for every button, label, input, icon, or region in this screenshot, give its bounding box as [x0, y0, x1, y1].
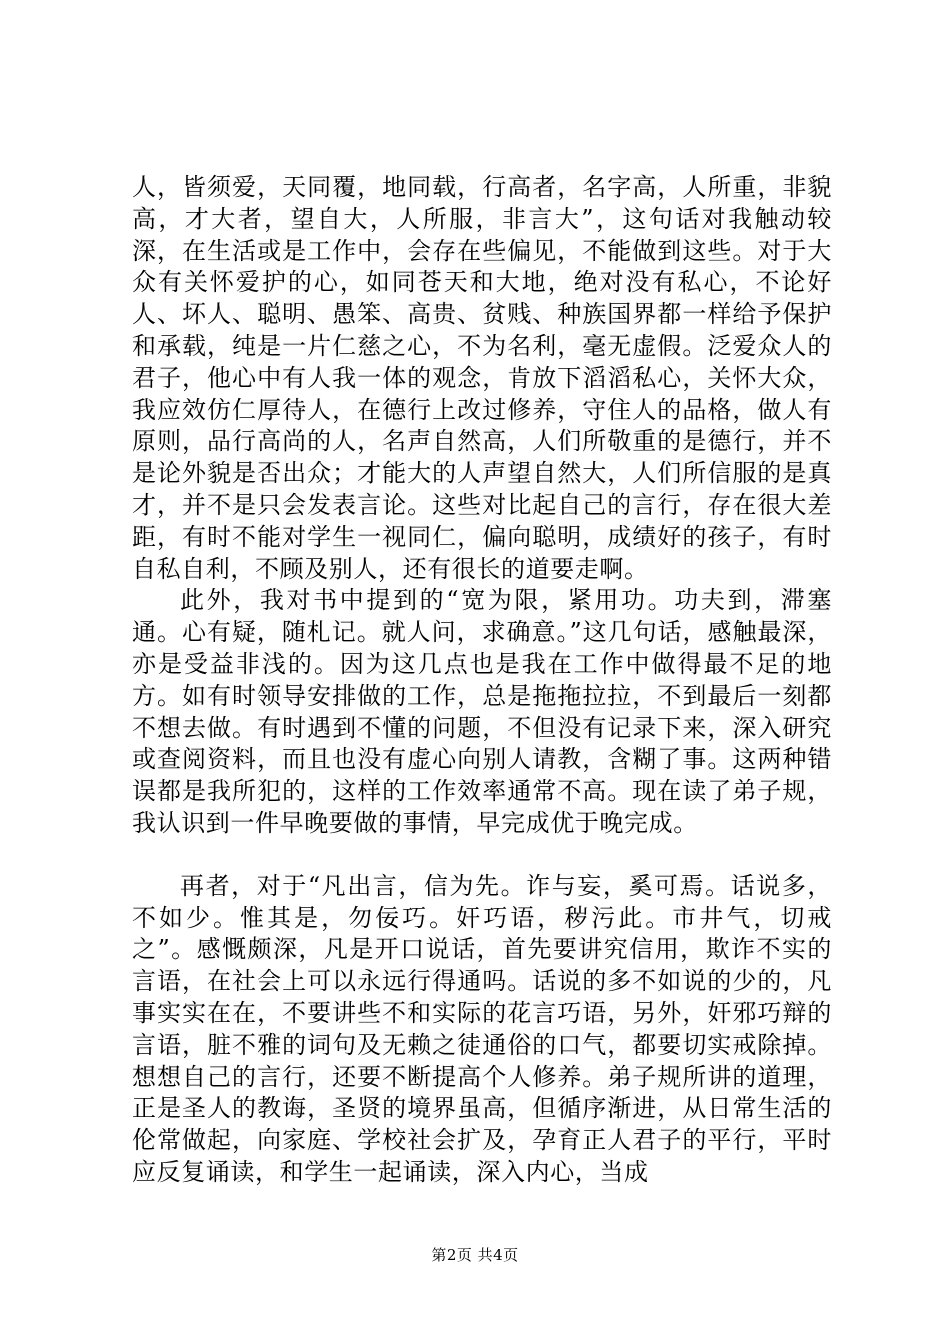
- page-number-label: 第2页 共4页: [431, 1246, 519, 1264]
- document-body: [132, 172, 832, 1189]
- paragraph-2: 此外，我对书中提到的“宽为限，紧用功。功夫到，滞塞通。心有疑，随札记。就人问，求确意。”这几句话，感触最深，亦是受益非浅的。因为这几点也是我在工作中做得最不足的地方。如有时领导安排做的工作，总是拖拖拉拉，不到最后一刻都不想去做。有时遇到不懂的问题，不但没有记录下来，深入研究或查阅资料，而且也没有虚心向别人请教，含糊了事。这两种错误都是我所犯的，这样的工作效率通常不高。现在读了弟子规，我认识到一件早晚要做的事情，早完成优于晚完成。: [132, 586, 832, 837]
- paragraph-1: 人，皆须爱，天同覆，地同载，行高者，名字高，人所重，非貌高，才大者，望自大，人所服，非言大”，这句话对我触动较深，在生活或是工作中，会存在些偏见，不能做到这些。对于大众有关怀爱护的心，如同苍天和大地，绝对没有私心，不论好人、坏人、聪明、愚笨、高贵、贫贱、种族国界都一样给予保护和承载，纯是一片仁慈之心，不为名利，毫无虚假。泛爱众人的君子，他心中有人我一体的观念，肯放下滔滔私心，关怀大众，我应效仿仁厚待人，在德行上改过修养，守住人的品格，做人有原则，品行高尚的人，名声自然高，人们所敬重的是德行，并不是论外貌是否出众；才能大的人声望自然大，人们所信服的是真才，并不是只会发表言论。这些对比起自己的言行，存在很大差距，有时不能对学生一视同仁，偏向聪明，成绩好的孩子，有时自私自利，不顾及别人，还有很长的道要走啊。: [132, 173, 832, 583]
- page-footer: [0, 1244, 950, 1265]
- paragraph-3: 再者，对于“凡出言，信为先。诈与妄，奚可焉。话说多，不如少。惟其是，勿佞巧。奸巧语，秽污此。市井气，切戒之”。感慨颇深，凡是开口说话，首先要讲究信用，欺诈不实的言语，在社会上可以永远行得通吗。话说的多不如说的少的，凡事实实在在，不要讲些不和实际的花言巧语，另外，奸邪巧辩的言语，脏不雅的词句及无赖之徒通俗的口气，都要切实戒除掉。想想自己的言行，还要不断提高个人修养。弟子规所讲的道理，正是圣人的教诲，圣贤的境界虽高，但循序渐进，从日常生活的伦常做起，向家庭、学校社会扩及，孕育正人君子的平行，平时应反复诵读，和学生一起诵读，深入内心，当成: [132, 871, 832, 1186]
